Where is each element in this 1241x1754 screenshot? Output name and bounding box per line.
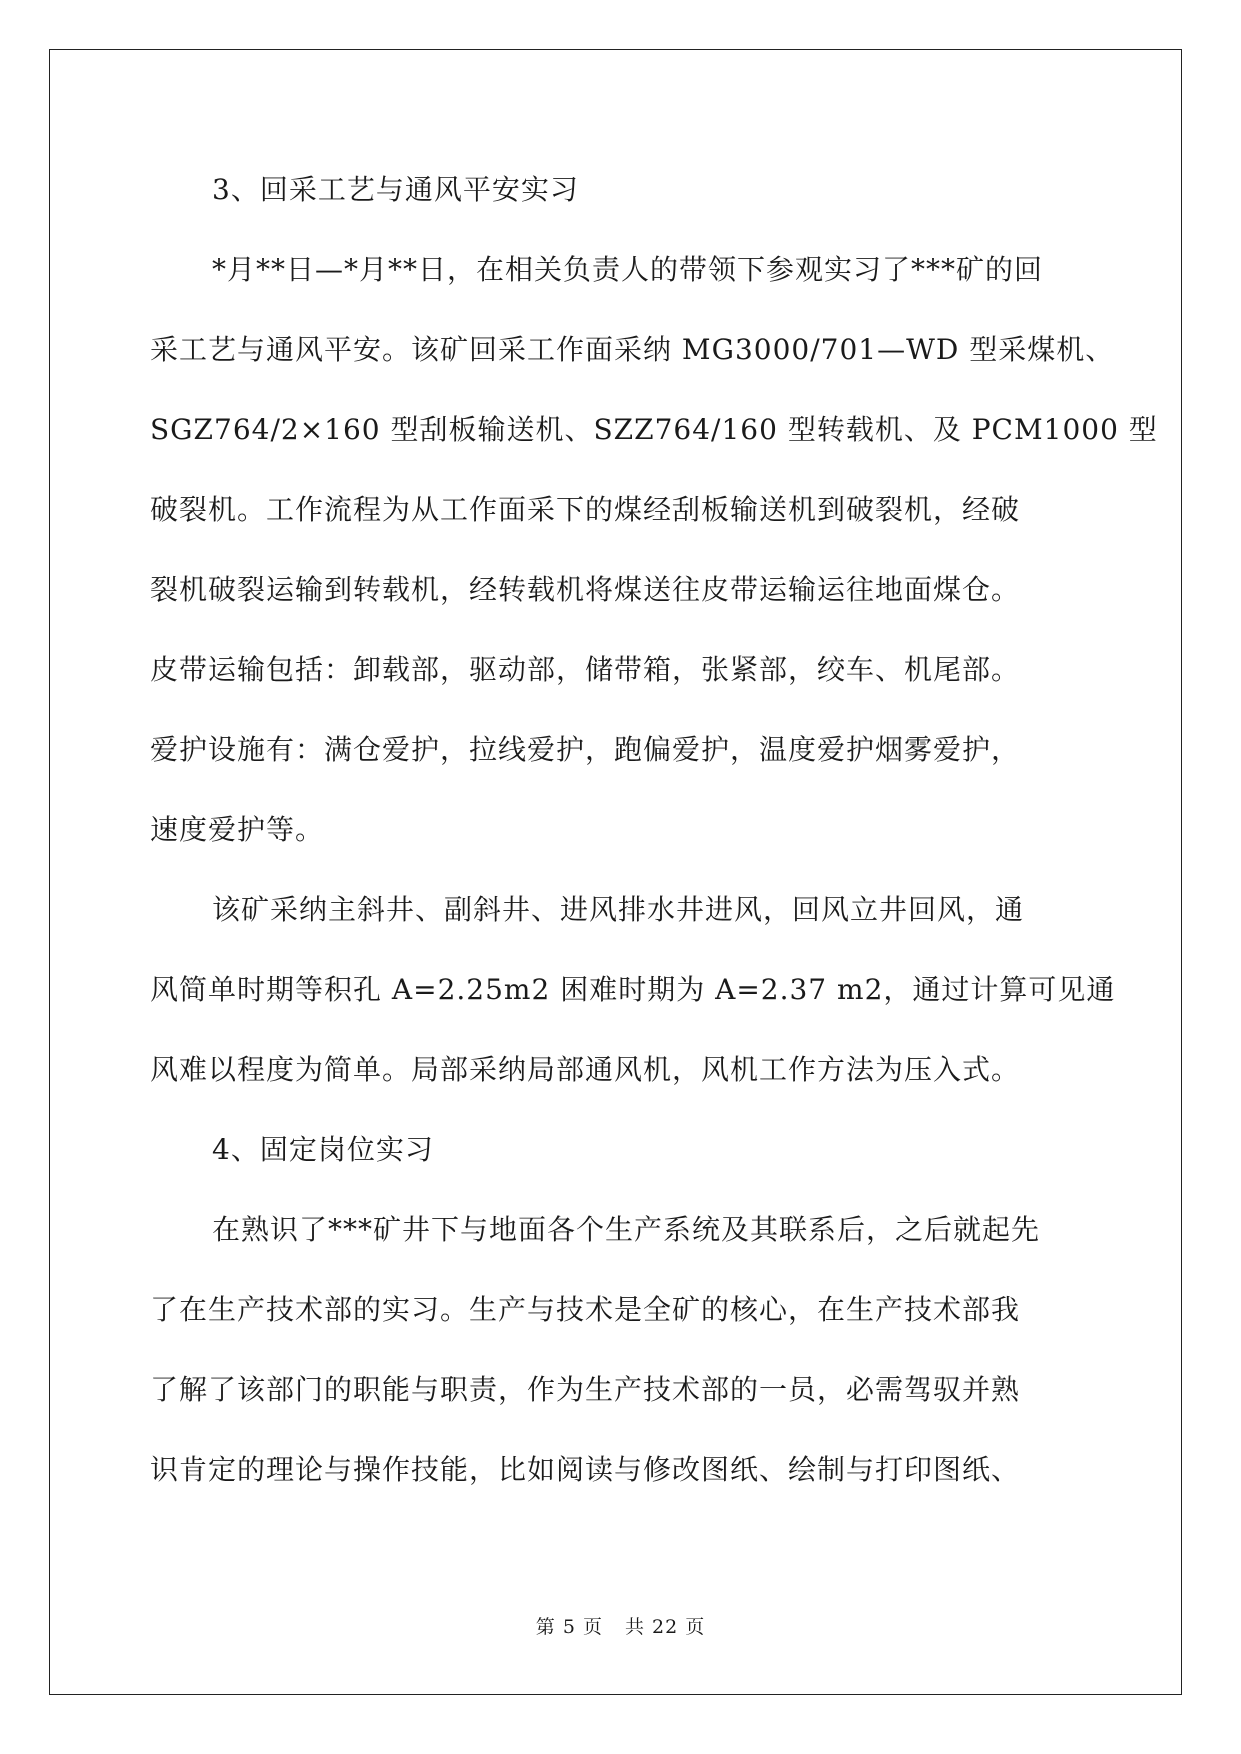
text-line: SGZ764/2×160 型刮板输送机、SZZ764/160 型转载机、及 PCM1000 型 xyxy=(150,413,1158,446)
text-line: *月**日—*月**日，在相关负责人的带领下参观实习了***矿的回 xyxy=(212,253,1044,286)
page-footer xyxy=(0,1612,1241,1639)
text-line: 采工艺与通风平安。该矿回采工作面采纳 MG3000/701—WD 型采煤机、 xyxy=(150,333,1115,366)
text-line: 识肯定的理论与操作技能，比如阅读与修改图纸、绘制与打印图纸、 xyxy=(150,1453,1021,1486)
text-line: 4、固定岗位实习 xyxy=(212,1133,434,1166)
text-line: 爱护设施有：满仓爱护，拉线爱护，跑偏爱护，温度爱护烟雾爱护， xyxy=(150,733,1021,766)
text-line: 破裂机。工作流程为从工作面采下的煤经刮板输送机到破裂机，经破 xyxy=(150,493,1021,526)
paragraph-mining-process xyxy=(150,230,1158,870)
document-body xyxy=(150,150,1158,1510)
page-number: 第 5 页 xyxy=(535,1616,603,1638)
text-line: 了在生产技术部的实习。生产与技术是全矿的核心，在生产技术部我 xyxy=(150,1293,1021,1326)
text-line: 了解了该部门的职能与职责，作为生产技术部的一员，必需驾驭并熟 xyxy=(150,1373,1021,1406)
page-total: 共 22 页 xyxy=(624,1616,706,1638)
text-line: 裂机破裂运输到转载机，经转载机将煤送往皮带运输运往地面煤仓。 xyxy=(150,573,1021,606)
text-line: 在熟识了***矿井下与地面各个生产系统及其联系后，之后就起先 xyxy=(212,1213,1041,1246)
text-line: 3、回采工艺与通风平安实习 xyxy=(212,173,579,206)
text-line: 风简单时期等积孔 A=2.25m2 困难时期为 A=2.37 m2，通过计算可见通 xyxy=(150,973,1116,1006)
text-line: 皮带运输包括：卸载部，驱动部，储带箱，张紧部，绞车、机尾部。 xyxy=(150,653,1021,686)
section-heading-3 xyxy=(150,150,1090,230)
text-line: 该矿采纳主斜井、副斜井、进风排水井进风，回风立井回风，通 xyxy=(212,893,1025,926)
paragraph-ventilation xyxy=(150,870,1116,1110)
paragraph-fixed-position xyxy=(150,1190,1090,1510)
text-line: 速度爱护等。 xyxy=(150,813,325,846)
text-line: 风难以程度为简单。局部采纳局部通风机，风机工作方法为压入式。 xyxy=(150,1053,1021,1086)
section-heading-4 xyxy=(150,1110,1090,1190)
